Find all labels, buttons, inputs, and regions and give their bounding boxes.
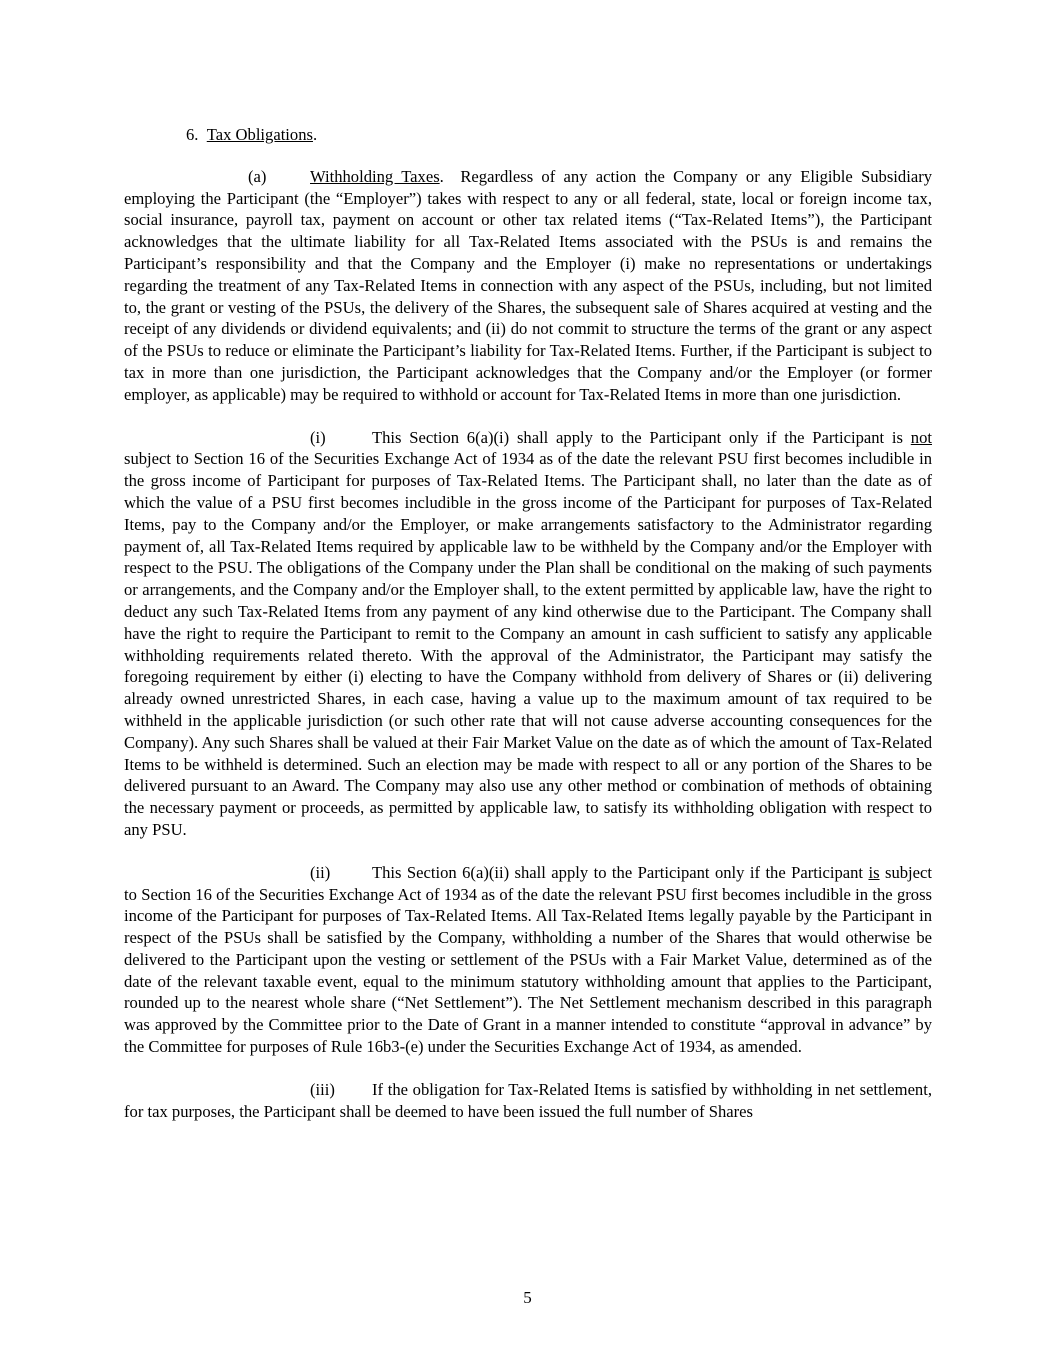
paragraph-iii-label: (iii): [310, 1079, 335, 1099]
paragraph-ii-label: (ii): [310, 862, 331, 882]
paragraph-a-title: Withholding Taxes: [310, 166, 440, 186]
paragraph-i-text-pre: This Section 6(a)(i) shall apply to the Participant only if the Participant is: [372, 427, 903, 447]
paragraph-a-text: Regardless of any action the Company or any Eligible Subsidiary employing the Participant (the “Employer”) takes with respect to any or all federal, state, local or foreign income tax, social insurance, payroll tax, payment on account or other tax related items (“Tax-Related Items”), the Participant acknowledges that the ultimate liability for all Tax-Related Items associated with the PSUs is and remains the Participant’s responsibility and that the Company and the Employer (i) make no representations or undertakings regarding the treatment of any Tax-Related Items in connection with any aspect of the PSUs, including, but not limited to, the grant or vesting of the PSUs, the delivery of the Shares, the subsequent sale of Shares acquired at vesting and the receipt of any dividends or dividend equivalents; and (ii) do not commit to structure the terms of the grant or any aspect of the PSUs to reduce or eliminate the Participant’s liability for Tax-Related Items. Further, if the Participant is subject to tax in more than one jurisdiction, the Participant acknowledges that the Company and/or the Employer (or former employer, as applicable) may be required to withhold or account for Tax-Related Items in more than one jurisdiction.: [124, 166, 933, 404]
paragraph-a: [124, 166, 932, 406]
paragraph-a-label: (a): [248, 166, 267, 186]
paragraph-ii: [124, 862, 932, 1058]
paragraph-i: [124, 427, 932, 841]
paragraph-ii-text-pre: This Section 6(a)(ii) shall apply to the Participant only if the Participant: [372, 862, 864, 882]
section-number: 6.: [186, 125, 199, 144]
paragraph-ii-text-post: subject to Section 16 of the Securities Exchange Act of 1934 as of the date the relevant PSU first becomes includible in the gross income of the Participant for purposes of Tax-Related Items. All Tax-Related Items legally payable by the Participant in respect of the PSUs shall be satisfied by the Company, withholding a number of the Shares that would otherwise be delivered to the Participant upon the vesting or settlement of the PSUs with a Fair Market Value, determined as of the date of the relevant taxable event, equal to the minimum statutory withholding amount that applies to the Participant, rounded up to the nearest whole share (“Net Settlement”). The Net Settlement mechanism described in this paragraph was approved by the Committee prior to the Date of Grant in a manner intended to constitute “approval in advance” by the Committee for purposes of Rule 16b3-(e) under the Securities Exchange Act of 1934, as amended.: [124, 862, 932, 1057]
section-heading: [186, 124, 932, 146]
page-number: 5: [523, 1288, 532, 1307]
paragraph-iii-text: If the obligation for Tax-Related Items is satisfied by withholding in net settlement, for tax purposes, the Participant shall be deemed to have been issued the full number of Shares: [124, 1079, 932, 1121]
paragraph-i-label: (i): [310, 427, 326, 447]
section-title: Tax Obligations: [206, 125, 313, 144]
paragraph-iii: [124, 1079, 932, 1123]
paragraph-a-title-trail: .: [439, 166, 444, 186]
document-page: [124, 124, 932, 1122]
paragraph-i-emphasis: not: [910, 427, 932, 447]
paragraph-ii-emphasis: is: [868, 862, 880, 882]
section-title-trail: .: [312, 125, 318, 144]
paragraph-i-text-post: subject to Section 16 of the Securities Exchange Act of 1934 as of the date the relevant PSU first becomes includible in the gross income of Participant for purposes of Tax-Related Items. The Participant shall, no later than the date as of which the value of a PSU first becomes includible in the gross income of the Participant for purposes of Tax-Related Items, pay to the Company and/or the Employer, or make arrangements satisfactory to the Administrator regarding payment of, all Tax-Related Items required by applicable law to be withheld by the Company and/or the Employer with respect to the PSU. The obligations of the Company under the Plan shall be conditional on the making of such payments or arrangements, and the Company and/or the Employer shall, to the extent permitted by applicable law, have the right to deduct any such Tax-Related Items from any payment of any kind otherwise due to the Participant. The Company shall have the right to require the Participant to remit to the Company an amount in cash sufficient to satisfy any applicable withholding requirements related thereto. With the approval of the Administrator, the Participant may satisfy the foregoing requirement by either (i) electing to have the Company withhold from delivery of Shares or (ii) delivering already owned unrestricted Shares, in each case, having a value up to the maximum amount of tax required to be withheld in the applicable jurisdiction (or such other rate that will not cause adverse accounting consequences for the Company). Any such Shares shall be valued at their Fair Market Value on the date as of which the amount of Tax-Related Items to be withheld is determined. Such an election may be made with respect to all or any portion of the Shares to be delivered pursuant to an Award. The Company may also use any other method or combination of methods of obtaining the necessary payment or proceeds, as permitted by applicable law, to satisfy its withholding obligation with respect to any PSU.: [124, 449, 932, 839]
